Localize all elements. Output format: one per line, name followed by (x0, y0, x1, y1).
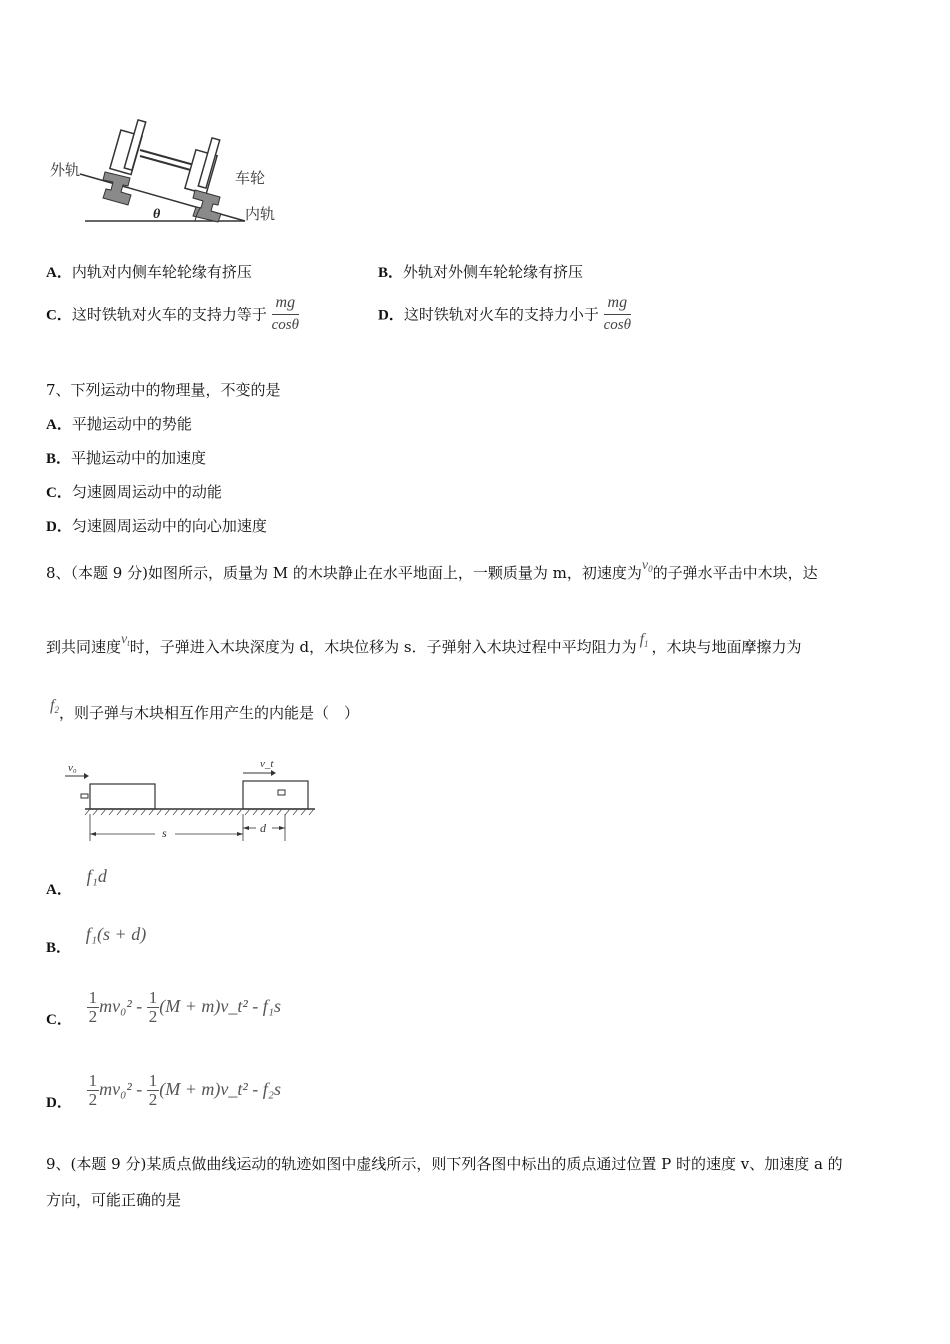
q7-option-d[interactable] (46, 515, 267, 536)
q8-f2: $f_2$ (50, 697, 59, 715)
q8-c-expr: $\frac{1}{2}$ mv₀² - $\frac{1}{2}$ (M + m)v_t² - f₁s (88, 987, 282, 1026)
q6-c-den: cosθ (271, 317, 300, 333)
q8-a-label: A． (46, 882, 72, 898)
q6-d-den: cosθ (603, 317, 632, 333)
q8-option-d[interactable] (46, 1069, 281, 1112)
q8-option-b[interactable] (46, 924, 147, 956)
q8-line2-c: ，木块与地面摩擦力为 (651, 638, 802, 656)
q6-a-text: 内轨对内侧车轮轮缘有挤压 (71, 263, 252, 281)
q9-stem-line2: 方向，可能正确的是 (46, 1191, 182, 1209)
q6-option-c[interactable] (46, 294, 299, 334)
q8-option-a[interactable] (46, 866, 107, 898)
q6-b-text: 外轨对外侧车轮轮缘有挤压 (403, 263, 584, 281)
fig-vt-label: v_t (260, 758, 274, 770)
q6-d-label: D． (378, 307, 404, 324)
q6-b-label: B． (378, 265, 404, 281)
q6-option-a[interactable] (46, 261, 252, 282)
q8-stem-line3 (50, 697, 359, 723)
q8-stem-line2 (46, 631, 802, 657)
q6-d-fraction (604, 294, 631, 334)
q8-stem-line1 (46, 558, 818, 583)
q6-c-label: C． (46, 307, 72, 324)
q6-a-label: A． (46, 265, 72, 281)
q7-c-text: 匀速圆周运动中的动能 (71, 483, 222, 501)
q8-c-label: C． (46, 1012, 72, 1028)
q6-option-d[interactable] (378, 294, 631, 334)
q7-d-text: 匀速圆周运动中的向心加速度 (71, 517, 267, 535)
q7-d-label: D． (46, 519, 72, 535)
q8-v0: $v_0$ (641, 558, 653, 574)
q7-b-label: B． (46, 451, 72, 467)
q9-stem-line1: 9、(本题 9 分)某质点做曲线运动的轨迹如图中虚线所示，则下列各图中标出的质点通过位置 P 时的速度 v、加速度 a 的 (46, 1155, 843, 1173)
bullet-block-figure (60, 756, 320, 846)
q8-d-expr: $\frac{1}{2}$ mv₀² - $\frac{1}{2}$ (M + m)v_t² - f₂s (88, 1070, 282, 1109)
q8-vt: $v_t$ (121, 632, 130, 648)
q7-b-text: 平抛运动中的加速度 (71, 449, 207, 467)
q7-option-a[interactable] (46, 413, 192, 434)
fig-v0-label: v₀ (68, 762, 77, 774)
q8-a-expr: f₁d (86, 866, 107, 886)
q8-b-expr: f₁(s + d) (85, 924, 147, 944)
q6-c-text: 这时铁轨对火车的支持力等于 (71, 305, 267, 324)
fig-s-label: s (162, 826, 167, 840)
inner-rail-label: 内轨 (245, 205, 276, 223)
angle-label: θ (153, 207, 161, 222)
banked-track-figure (45, 112, 295, 232)
q6-c-num: mg (272, 294, 299, 315)
q7-a-label: A． (46, 417, 72, 433)
q7-option-c[interactable] (46, 481, 222, 502)
q8-line1-a: 8、（本题 9 分)如图所示，质量为 M 的木块静止在水平地面上，一颗质量为 m，初速度为 (46, 564, 642, 582)
outer-rail-label: 外轨 (50, 161, 81, 179)
q6-d-num: mg (604, 294, 631, 315)
q6-option-b[interactable] (378, 261, 583, 282)
q7-stem: 7、下列运动中的物理量，不变的是 (46, 381, 281, 399)
q6-c-fraction (272, 294, 299, 334)
fig-d-label: d (260, 821, 266, 835)
q8-b-label: B． (46, 940, 72, 956)
q8-line1-b: 的子弹水平击中木块，达 (652, 564, 818, 582)
q8-line3: ，则子弹与木块相互作用产生的内能是（ ） (58, 704, 359, 722)
q8-line2-b: 时，子弹进入木块深度为 d，木块位移为 s．子弹射入木块过程中平均阻力为 (129, 638, 637, 656)
q8-f1: $f_1$ (639, 631, 649, 649)
q6-d-text: 这时铁轨对火车的支持力小于 (403, 305, 599, 324)
wheel-label: 车轮 (235, 169, 266, 187)
q7-option-b[interactable] (46, 447, 206, 468)
q8-line2-a: 到共同速度 (46, 638, 122, 656)
q8-option-c[interactable] (46, 986, 281, 1029)
q7-a-text: 平抛运动中的势能 (71, 415, 192, 433)
q7-c-label: C． (46, 485, 72, 501)
q8-d-label: D． (46, 1095, 72, 1111)
